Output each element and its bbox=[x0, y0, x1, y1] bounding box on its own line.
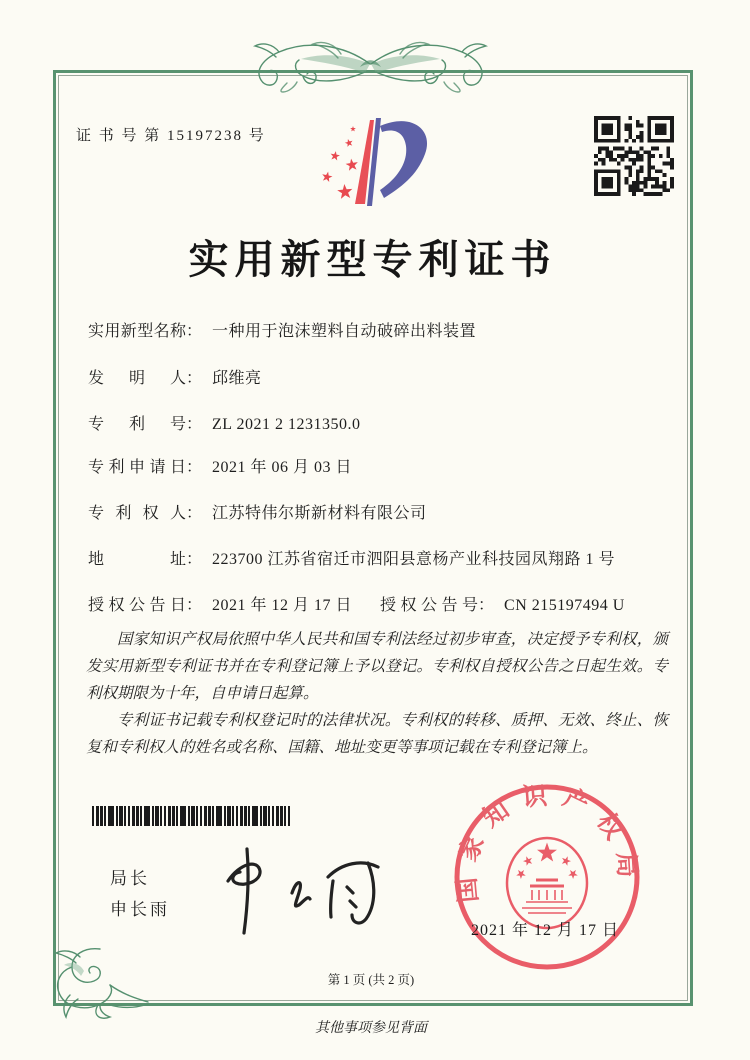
field-value: ZL 2021 2 1231350.0 bbox=[212, 416, 361, 433]
top-ornament-icon bbox=[243, 28, 498, 94]
signature-icon bbox=[200, 843, 395, 938]
field-row: 实用新型名称： 一种用于泡沫塑料自动破碎出料装置 bbox=[88, 318, 476, 341]
national-emblem-icon bbox=[507, 838, 587, 928]
seal-text: 国家知识产权局 bbox=[452, 782, 641, 904]
field-value: 一种用于泡沫塑料自动破碎出料装置 bbox=[212, 323, 477, 340]
field-label: 专利号 bbox=[88, 416, 186, 433]
field-value: 2021 年 06 月 03 日 bbox=[212, 459, 353, 476]
seal-date: 2021 年 12 月 17 日 bbox=[470, 922, 619, 939]
page-number: 第 1 页 (共 2 页) bbox=[327, 973, 415, 987]
field-row: 专利权人： 江苏特伟尔斯新材料有限公司 bbox=[88, 500, 427, 523]
page-title: 实用新型专利证书 bbox=[188, 237, 557, 282]
field-label: 专利申请日 bbox=[88, 459, 186, 476]
back-note: 其他事项参见背面 bbox=[315, 1021, 427, 1036]
corner-flourish-icon bbox=[40, 945, 150, 1020]
field-label: 专利权人 bbox=[88, 505, 186, 522]
legal-text bbox=[86, 626, 668, 761]
field-label: 发明人 bbox=[88, 370, 186, 387]
field-label: 授权公告号 bbox=[380, 597, 478, 614]
paragraph: 专利证书记载专利权登记时的法律状况。专利权的转移、质押、无效、终止、恢复和专利权人的姓名或名称、国籍、地址变更等事项记载在专利登记簿上。 bbox=[86, 712, 668, 756]
field-value: 邱维亮 bbox=[212, 370, 262, 387]
signer-title: 局长 bbox=[110, 869, 150, 888]
signer-name: 申长雨 bbox=[110, 900, 170, 919]
field-row: 发明人： 邱维亮 bbox=[88, 365, 262, 388]
field-value: 2021 年 12 月 17 日 bbox=[212, 597, 353, 614]
certificate-number: 证 书 号 第 15197238 号 bbox=[76, 128, 266, 144]
field-label: 实用新型名称 bbox=[88, 323, 186, 340]
cnipa-logo-icon bbox=[312, 104, 442, 214]
paragraph: 国家知识产权局依照中华人民共和国专利法经过初步审查，决定授予专利权，颁发实用新型专利证书并在专利登记簿上予以登记。专利权自授权公告之日起生效。专利权期限为十年，自申请日起算。 bbox=[86, 631, 668, 702]
field-row: 授权公告日： 2021 年 12 月 17 日 授权公告号： CN 215197494 U bbox=[88, 592, 673, 615]
field-row: 地址： 223700 江苏省宿迁市泗阳县意杨产业科技园凤翔路 1 号 bbox=[88, 546, 615, 569]
field-label: 地址 bbox=[88, 551, 186, 568]
field-label: 授权公告日 bbox=[88, 597, 186, 614]
qr-code bbox=[594, 116, 674, 196]
barcode bbox=[92, 806, 290, 826]
field-value: 江苏特伟尔斯新材料有限公司 bbox=[212, 505, 427, 522]
field-value: 223700 江苏省宿迁市泗阳县意杨产业科技园凤翔路 1 号 bbox=[212, 551, 616, 568]
field-value: CN 215197494 U bbox=[504, 597, 625, 614]
field-row: 专利号： ZL 2021 2 1231350.0 bbox=[88, 411, 360, 434]
grant-number: 授权公告号： CN 215197494 U bbox=[380, 592, 625, 615]
official-seal bbox=[450, 780, 646, 976]
field-row: 专利申请日： 2021 年 06 月 03 日 bbox=[88, 454, 352, 477]
